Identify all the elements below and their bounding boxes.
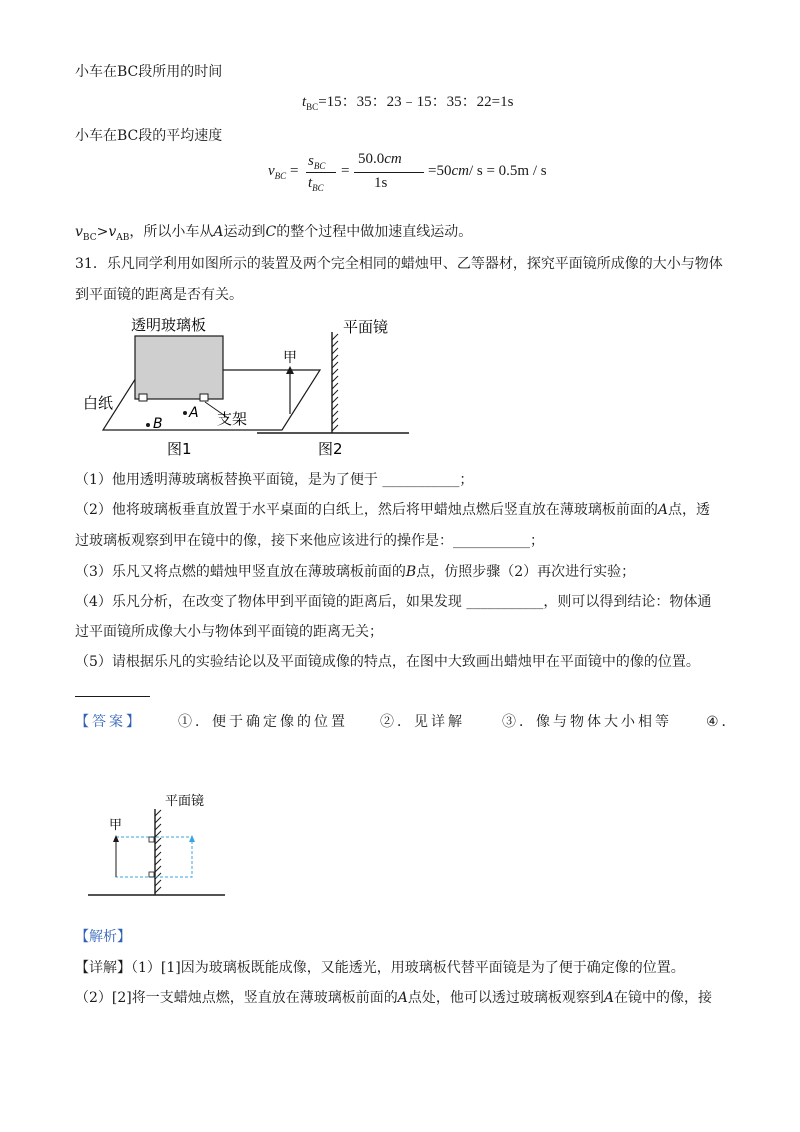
question-item-4a: （4）乐凡分析，在改变了物体甲到平面镜的距离后，如果发现 ___________，则可以得到结论：物体通	[75, 594, 712, 610]
answer-label-mirror: 平面镜	[165, 794, 205, 809]
detail-text-1: （1）[1]因为玻璃板既能成像，又能透光，用玻璃板代替平面镜是为了便于确定像的位置。	[131, 960, 685, 976]
question-item-2-text: （2）他将玻璃板垂直放置于水平桌面的白纸上，然后将甲蜡烛点燃后竖直放在薄玻璃板前面的	[75, 502, 658, 518]
figures-1-2	[75, 310, 435, 460]
conclusion-end: 的整个过程中做加速直线运动。	[276, 224, 473, 240]
formula-result-1: =50	[428, 163, 452, 179]
question-stem-2: 到平面镜的距离是否有关。	[75, 287, 243, 303]
figure-2-caption: 图2	[318, 440, 343, 458]
label-jia: 甲	[283, 350, 297, 366]
detail-2-mid: 点处，他可以透过玻璃板观察到	[407, 990, 604, 1006]
point-a-dot	[183, 411, 187, 415]
question-item-5: （5）请根据乐凡的实验结论以及平面镜成像的特点，在图中大致画出蜡烛甲在平面镜中的像的位置。	[75, 654, 700, 670]
intro-line-2: 小车在BC段的平均速度	[75, 128, 223, 144]
answer-tag: 【答案】	[75, 714, 143, 730]
answer-row	[75, 711, 143, 731]
question-item-1: （1）他用透明薄玻璃板替换平面镜，是为了便于 ___________；	[75, 472, 474, 488]
answer-1: ①．便于确定像的位置	[178, 714, 348, 730]
intro-line-1: 小车在BC段所用的时间	[75, 64, 223, 80]
answer-3: ③．像与物体大小相等	[502, 714, 672, 730]
stand-right	[200, 394, 208, 401]
label-mirror: 平面镜	[343, 318, 389, 336]
velocity-formula: $v_{BC}$ = $s_{BC}$ $t_{BC}$ = 50.0cm 1s =50cm/ s = 0.5m / s	[268, 151, 547, 193]
answer-figure	[85, 785, 235, 900]
mirror-hatching	[332, 334, 338, 431]
question-item-4b: 过平面镜所成像大小与物体到平面镜的距离无关；	[75, 624, 383, 640]
label-b: B	[153, 416, 163, 432]
formula-result-2: / s = 0.5m / s	[468, 163, 547, 179]
conclusion-a: A	[213, 224, 224, 240]
answer-mirror-hatching	[155, 810, 161, 893]
question-item-2-a: A	[657, 502, 669, 518]
separator-line	[75, 696, 150, 697]
detail-line-2	[75, 988, 712, 1008]
question-item-2-tail: 点，透	[668, 502, 711, 518]
label-stand: 支架	[217, 410, 248, 428]
detail-2-tail: 在镜中的像，接	[614, 990, 712, 1006]
formula-num-value: 50.0	[358, 151, 385, 167]
detail-2-a2: A	[603, 990, 614, 1006]
question-item-2b: 过玻璃板观察到甲在镜中的像，接下来他应该进行的操作是：___________；	[75, 533, 544, 549]
detail-line-1	[75, 958, 685, 978]
question-item-3-tail: 点，仿照步骤（2）再次进行实验；	[416, 564, 636, 580]
question-item-3	[75, 562, 635, 582]
detail-2-a: A	[397, 990, 408, 1006]
figure-1-caption: 图1	[167, 440, 192, 458]
question-item-2a	[75, 500, 710, 520]
figure-1	[83, 316, 320, 458]
conclusion-line: $v_{BC}>v_{AB}$，所以小车从A运动到C的整个过程中做加速直线运动。	[75, 224, 473, 243]
label-glass-plate: 透明玻璃板	[131, 316, 207, 334]
formula-denominator: 1s	[374, 175, 388, 191]
time-equation-value: =15：35：23﹣15：35：22=1s	[318, 94, 514, 110]
image-arrowhead	[189, 835, 195, 842]
right-angle-mark-top	[149, 837, 154, 842]
formula-num-unit: cm	[384, 151, 402, 167]
answer-2: ②．见详解	[380, 714, 465, 730]
right-angle-mark-bottom	[149, 872, 154, 877]
formula-result-unit: cm	[451, 163, 469, 179]
detail-tag: 【详解】	[75, 960, 131, 976]
conclusion-c: C	[265, 224, 277, 240]
symmetry-dashed-box	[116, 837, 192, 877]
conclusion-mid: 运动到	[223, 224, 266, 240]
analysis-tag: 【解析】	[75, 929, 131, 945]
question-item-3-b: B	[405, 564, 417, 580]
glass-plate	[135, 336, 223, 399]
answer-label-jia: 甲	[109, 818, 123, 833]
question-item-3-text: （3）乐凡又将点燃的蜡烛甲竖直放在薄玻璃板前面的	[75, 564, 406, 580]
question-stem-1: 31．乐凡同学利用如图所示的装置及两个完全相同的蜡烛甲、乙等器材，探究平面镜所成像的大小与物体	[75, 256, 723, 272]
time-equation: $t_{BC}=15$：35：23﹣15：35：22=1s	[302, 94, 514, 112]
stand-left	[139, 394, 147, 401]
point-b-dot	[146, 423, 150, 427]
answer-candle-jia-arrowhead	[113, 835, 119, 842]
figure-2	[257, 318, 409, 458]
label-a: A	[189, 405, 199, 421]
answer-4: ④．	[706, 714, 739, 730]
conclusion-text: ，所以小车从	[129, 224, 214, 240]
label-white-paper: 白纸	[83, 394, 114, 412]
detail-2-pre: （2）[2]将一支蜡烛点燃，竖直放在薄玻璃板前面的	[75, 990, 398, 1006]
